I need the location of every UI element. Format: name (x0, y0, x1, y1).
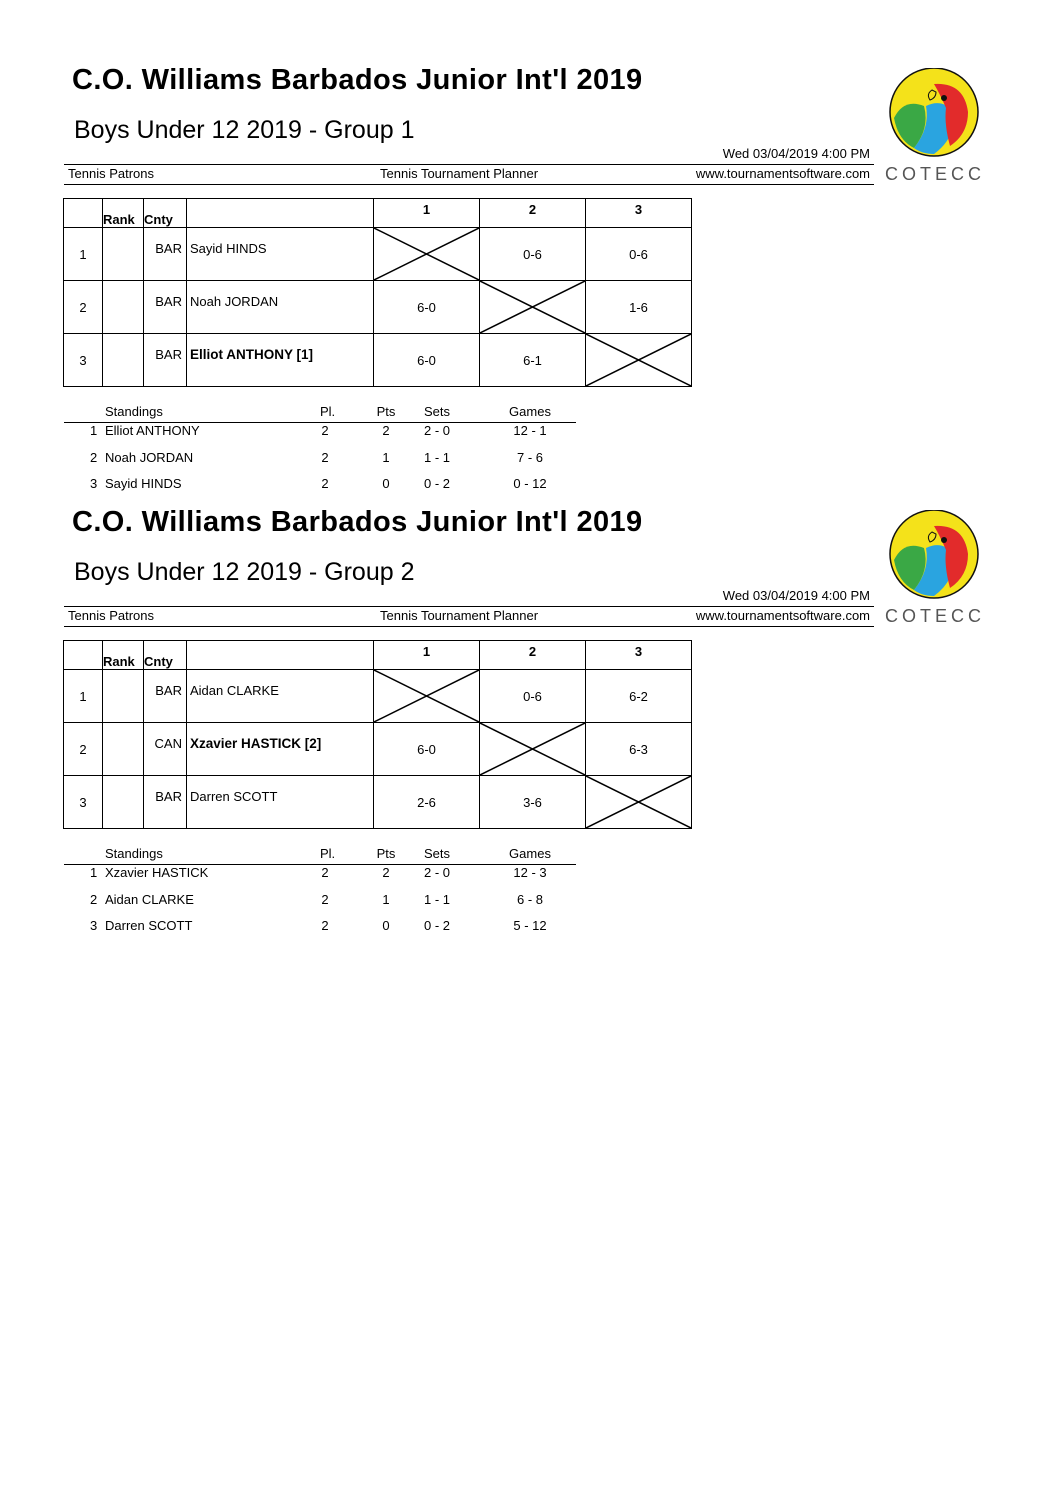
draw-position: 2 (64, 723, 103, 776)
standing-position: 3 (90, 476, 98, 491)
player-country: BAR (155, 347, 182, 362)
standing-points: 2 (382, 423, 390, 438)
player-country: BAR (155, 683, 182, 698)
group-title: Boys Under 12 2019 - Group 1 (74, 116, 415, 144)
standing-name: Sayid HINDS (105, 476, 182, 491)
self-match-cross (586, 776, 692, 829)
match-score: 6-1 (480, 334, 586, 387)
standing-played: 2 (321, 891, 329, 907)
cotecc-logo-icon (884, 510, 986, 630)
draw-position: 3 (64, 776, 103, 829)
standing-position: 2 (90, 449, 98, 465)
standing-points: 2 (382, 865, 390, 880)
cotecc-logo-icon (884, 68, 986, 188)
standing-sets: 2 - 0 (423, 865, 450, 880)
standing-games: 12 - 3 (513, 865, 547, 880)
player-rank (103, 281, 144, 334)
header-rule-bottom (64, 626, 874, 627)
games-label: Games (509, 404, 551, 419)
player-name-seeded: Elliot ANTHONY [1] (190, 347, 314, 362)
points-label: Pts (376, 404, 396, 419)
draw-position: 2 (64, 281, 103, 334)
points-label: Pts (376, 846, 396, 861)
draw-position: 1 (64, 228, 103, 281)
standing-played: 2 (321, 918, 329, 933)
column-3: 3 (586, 199, 692, 228)
games-label: Games (509, 846, 551, 861)
column-rank: Rank (103, 199, 144, 228)
standings-row (64, 892, 584, 919)
header-rule-top (64, 606, 874, 607)
match-score: 6-0 (374, 334, 480, 387)
standing-games: 7 - 6 (516, 449, 543, 465)
player-name: Noah JORDAN (190, 294, 279, 309)
self-match-cross (586, 334, 692, 387)
standings-table (64, 846, 584, 945)
standing-played: 2 (321, 449, 329, 465)
standing-position: 2 (90, 891, 98, 907)
player-rank (103, 334, 144, 387)
sets-label: Sets (423, 846, 450, 861)
standing-name: Aidan CLARKE (105, 891, 194, 907)
column-1: 1 (374, 199, 480, 228)
standings-header (64, 846, 576, 865)
print-datetime: Wed 03/04/2019 4:00 PM (722, 588, 870, 603)
player-row (64, 334, 692, 387)
standing-sets: 1 - 1 (423, 891, 450, 907)
standing-played: 2 (321, 865, 329, 880)
standing-played: 2 (321, 476, 329, 491)
standing-name: Darren SCOTT (105, 918, 193, 933)
round-robin-grid (63, 198, 692, 387)
match-score: 0-6 (586, 228, 692, 281)
standings-label: Standings (105, 846, 163, 861)
column-cnty: Cnty (144, 641, 187, 670)
match-score: 0-6 (480, 670, 586, 723)
column-cnty: Cnty (144, 199, 187, 228)
header-organizer: Tennis Patrons (68, 608, 154, 623)
player-row (64, 776, 692, 829)
player-name-seeded: Xzavier HASTICK [2] (190, 736, 322, 751)
self-match-cross (374, 228, 480, 281)
standing-points: 0 (382, 476, 390, 491)
player-country: CAN (154, 736, 182, 751)
column-2: 2 (480, 199, 586, 228)
player-country: BAR (155, 294, 182, 309)
sets-label: Sets (423, 404, 450, 419)
match-score: 1-6 (586, 281, 692, 334)
standing-name: Elliot ANTHONY (105, 423, 200, 438)
print-datetime: Wed 03/04/2019 4:00 PM (722, 146, 870, 161)
match-score: 6-0 (374, 723, 480, 776)
standings-label: Standings (105, 404, 163, 419)
column-1: 1 (374, 641, 480, 670)
self-match-cross (480, 723, 586, 776)
standing-points: 1 (382, 891, 390, 907)
standing-games: 5 - 12 (513, 918, 547, 933)
player-rank (103, 670, 144, 723)
standing-name: Xzavier HASTICK (105, 865, 209, 880)
player-row (64, 723, 692, 776)
match-score: 6-3 (586, 723, 692, 776)
standing-sets: 0 - 2 (423, 918, 450, 933)
player-country: BAR (155, 789, 182, 804)
played-label: Pl. (320, 404, 336, 419)
group-2-section (0, 442, 1058, 933)
match-score: 6-2 (586, 670, 692, 723)
standings-row (64, 918, 584, 945)
match-score: 0-6 (480, 228, 586, 281)
standings-row (64, 865, 584, 892)
round-robin-grid (63, 640, 692, 829)
standing-games: 6 - 8 (516, 891, 543, 907)
player-name: Darren SCOTT (190, 789, 278, 804)
standing-sets: 1 - 1 (423, 449, 450, 465)
header-organizer: Tennis Patrons (68, 166, 154, 181)
header-rule-bottom (64, 184, 874, 185)
logo-text: COTECC (885, 606, 985, 626)
header-software: Tennis Tournament Planner (380, 608, 539, 623)
match-score: 3-6 (480, 776, 586, 829)
player-name: Aidan CLARKE (190, 683, 279, 698)
draw-position: 1 (64, 670, 103, 723)
player-rank (103, 723, 144, 776)
header-software: Tennis Tournament Planner (380, 166, 539, 181)
standing-name: Noah JORDAN (105, 449, 194, 465)
match-score: 6-0 (374, 281, 480, 334)
tournament-title: C.O. Williams Barbados Junior Int'l 2019 (72, 506, 643, 538)
standing-points: 0 (382, 918, 390, 933)
logo-text: COTECC (885, 164, 985, 184)
standing-sets: 2 - 0 (423, 423, 450, 438)
standing-played: 2 (321, 423, 329, 438)
player-row (64, 281, 692, 334)
header-website: www.tournamentsoftware.com (695, 608, 870, 623)
self-match-cross (374, 670, 480, 723)
player-rank (103, 776, 144, 829)
header-rule-top (64, 164, 874, 165)
self-match-cross (480, 281, 586, 334)
player-row (64, 228, 692, 281)
standings-header (64, 404, 576, 423)
group-title: Boys Under 12 2019 - Group 2 (74, 558, 415, 586)
player-name: Sayid HINDS (190, 241, 267, 256)
standing-position: 3 (90, 918, 98, 933)
header-website: www.tournamentsoftware.com (695, 166, 870, 181)
player-row (64, 670, 692, 723)
match-score: 2-6 (374, 776, 480, 829)
column-3: 3 (586, 641, 692, 670)
draw-position: 3 (64, 334, 103, 387)
played-label: Pl. (320, 846, 336, 861)
column-rank: Rank (103, 641, 144, 670)
group-1-section (0, 0, 1058, 491)
standing-position: 1 (90, 423, 98, 438)
standing-points: 1 (382, 449, 390, 465)
standing-sets: 0 - 2 (423, 476, 450, 491)
standing-games: 0 - 12 (513, 476, 547, 491)
column-2: 2 (480, 641, 586, 670)
tournament-title: C.O. Williams Barbados Junior Int'l 2019 (72, 64, 643, 96)
player-rank (103, 228, 144, 281)
standing-games: 12 - 1 (513, 423, 547, 438)
standing-position: 1 (90, 865, 98, 880)
player-country: BAR (155, 241, 182, 256)
